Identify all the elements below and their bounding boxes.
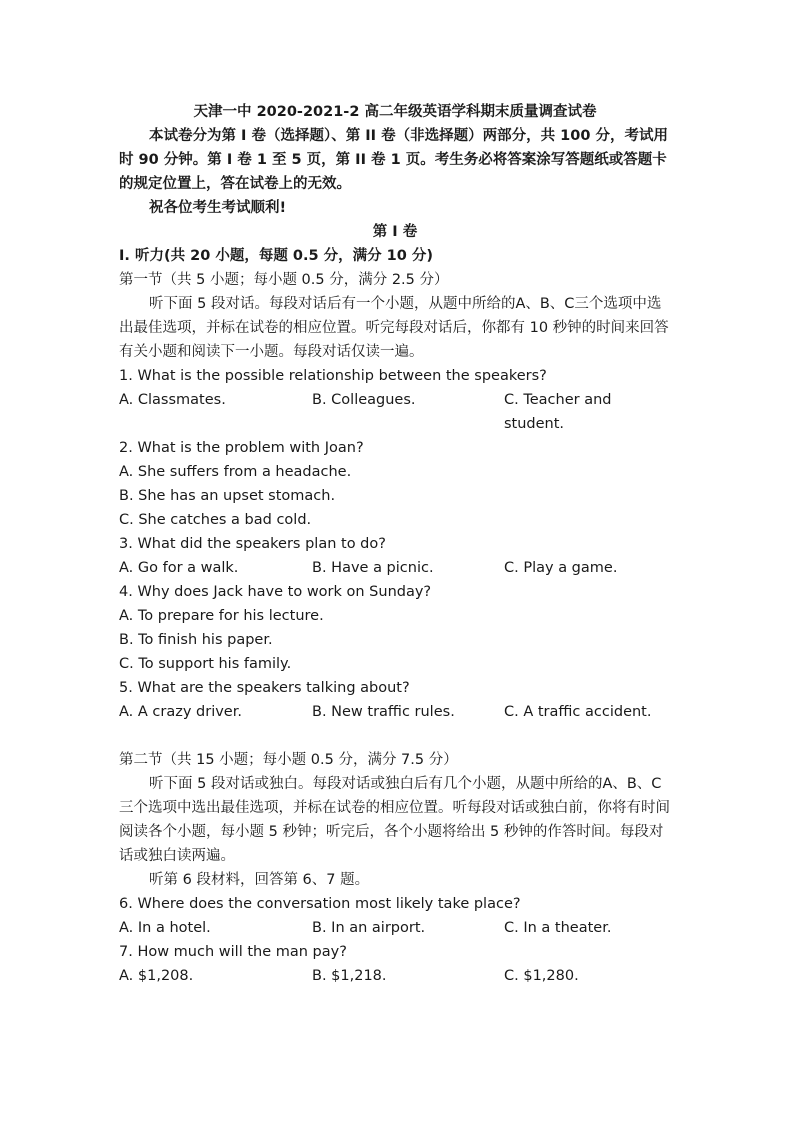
question-stem: 4. Why does Jack have to work on Sunday? (119, 584, 432, 600)
section2-heading: 第二节（共 15 小题；每小题 0.5 分，满分 7.5 分） (119, 752, 458, 768)
section1-instructions: 听下面 5 段对话。每段对话后有一个小题，从题中所给的A、B、C三个选项中选出最佳选项，并标在试卷的相应位置。听完每段对话后，你都有 10 秒钟的时间来回答有关小题和阅读下一小题。每段对话仅读一遍。 (119, 296, 669, 360)
volume-title: 第 I 卷 (372, 224, 418, 240)
option-c: C. In a theater. (504, 920, 612, 936)
question-options (119, 556, 671, 580)
question-options (119, 916, 671, 940)
option-a: A. A crazy driver. (119, 704, 242, 720)
question-stem: 5. What are the speakers talking about? (119, 680, 410, 696)
question-options (119, 700, 671, 724)
option-c: C. She catches a bad cold. (119, 512, 312, 528)
option-a: A. Classmates. (119, 392, 226, 408)
section-spacer (119, 724, 671, 748)
question-stem: 7. How much will the man pay? (119, 944, 347, 960)
question-stem: 1. What is the possible relationship between the speakers? (119, 368, 547, 384)
question-options (119, 388, 671, 436)
option-a: A. $1,208. (119, 968, 194, 984)
question-options (119, 964, 671, 988)
option-b: B. Colleagues. (312, 392, 416, 408)
option-a: A. She suffers from a headache. (119, 464, 352, 480)
option-b: B. $1,218. (312, 968, 387, 984)
option-c: C. Play a game. (504, 560, 618, 576)
option-b: B. Have a picnic. (312, 560, 434, 576)
exam-title: 天津一中 2020-2021-2 高二年级英语学科期末质量调查试卷 (193, 104, 597, 120)
section2-instructions: 听下面 5 段对话或独白。每段对话或独白后有几个小题，从题中所给的A、B、C三个选项中选出最佳选项，并标在试卷的相应位置。听每段对话或独白前，你将有时间阅读各个小题，每小题 5 秒钟；听完后，各个小题将给出 5 秒钟的作答时间。每段对话或独白读两遍。 (119, 776, 670, 864)
option-c: C. To support his family. (119, 656, 292, 672)
question-stem: 6. Where does the conversation most likely take place? (119, 896, 521, 912)
option-a: A. Go for a walk. (119, 560, 239, 576)
option-b: B. She has an upset stomach. (119, 488, 336, 504)
option-a: A. To prepare for his lecture. (119, 608, 324, 624)
option-c: C. $1,280. (504, 968, 579, 984)
material-instruction: 听第 6 段材料，回答第 6、7 题。 (149, 872, 370, 888)
option-b: B. To finish his paper. (119, 632, 273, 648)
option-b: B. In an airport. (312, 920, 426, 936)
question-stem: 2. What is the problem with Joan? (119, 440, 364, 456)
exam-intro: 本试卷分为第 I 卷（选择题）、第 II 卷（非选择题）两部分，共 100 分，考试用时 90 分钟。第 I 卷 1 至 5 页，第 II 卷 1 页。考生务必将答案涂写答题纸或答题卡的规定位置上，答在试卷上的无效。 (119, 128, 668, 192)
option-c: C. A traffic accident. (504, 704, 652, 720)
option-b: B. New traffic rules. (312, 704, 455, 720)
part1-heading: I. 听力(共 20 小题，每题 0.5 分，满分 10 分) (119, 248, 434, 264)
option-a: A. In a hotel. (119, 920, 211, 936)
exam-wish: 祝各位考生考试顺利! (149, 200, 287, 216)
question-stem: 3. What did the speakers plan to do? (119, 536, 386, 552)
section1-heading: 第一节（共 5 小题；每小题 0.5 分，满分 2.5 分） (119, 272, 449, 288)
exam-page (119, 100, 671, 988)
option-c: C. Teacher and student. (504, 392, 612, 432)
